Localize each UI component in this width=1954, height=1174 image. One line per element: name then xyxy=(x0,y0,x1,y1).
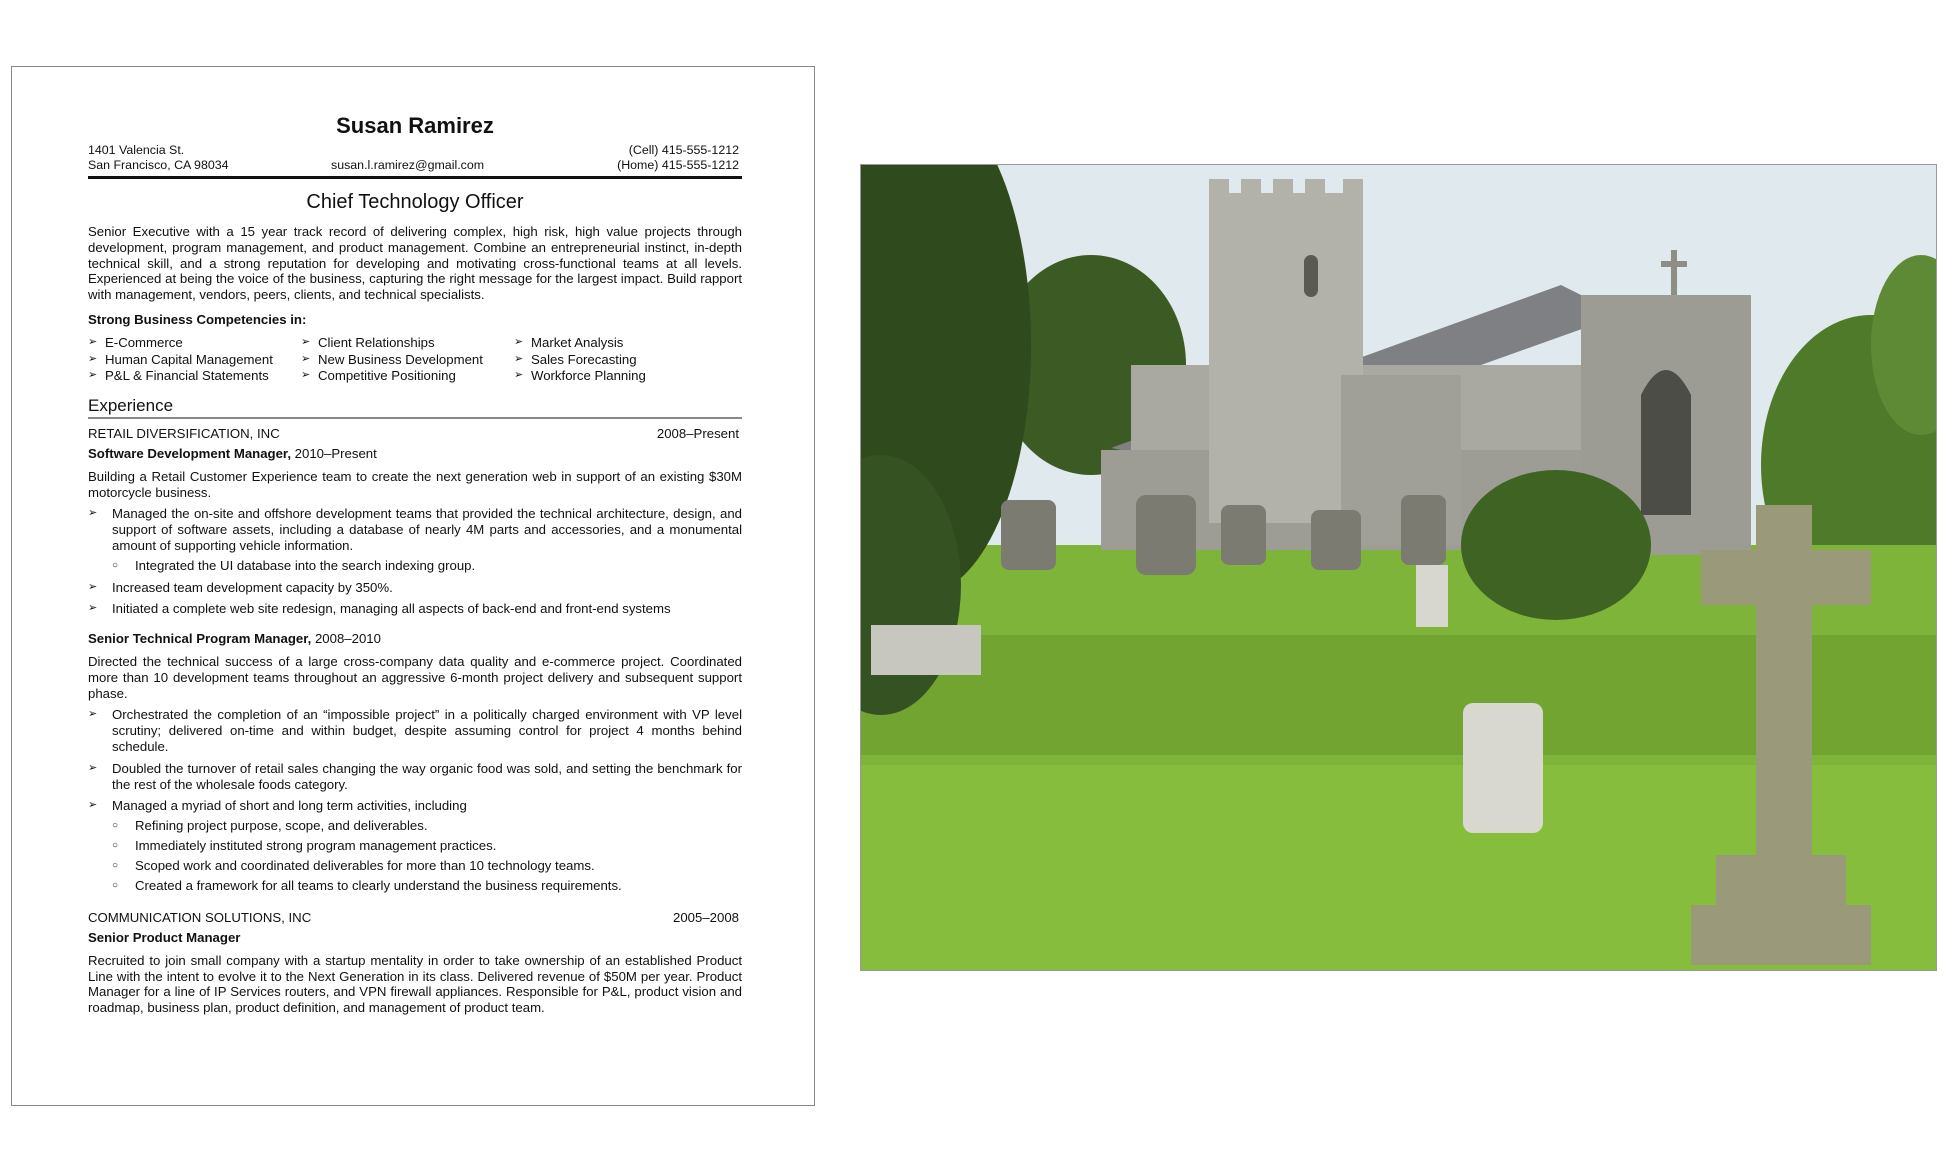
bullet-text: Managed the on-site and offshore development teams that provided the technical architecture, design, and support of software assets, including a database of nearly 4M parts and accessories, and a monumental amount of supporting vehicle information. xyxy=(112,506,742,553)
phone-cell: (Cell) 415-555-1212 xyxy=(628,143,739,157)
arrow-bullet-icon: ➢ xyxy=(301,369,311,382)
competency-item xyxy=(88,335,301,351)
arrow-bullet-icon: ➢ xyxy=(88,580,98,593)
sub-bullet-item xyxy=(88,878,742,894)
employer-name: RETAIL DIVERSIFICATION, INC xyxy=(88,426,280,442)
competency-label: P&L & Financial Statements xyxy=(105,368,269,384)
bullet-item xyxy=(88,798,742,814)
address-line-1: 1401 Valencia St. xyxy=(88,143,185,157)
sub-bullet-item xyxy=(88,838,742,854)
church-photo xyxy=(860,164,1937,971)
role-title-row xyxy=(88,930,742,946)
address xyxy=(88,143,229,173)
role-years: 2008–2010 xyxy=(311,631,381,647)
circle-bullet-icon: ○ xyxy=(112,559,119,571)
bullet-item xyxy=(88,506,742,553)
gothic-window xyxy=(1641,370,1691,515)
bullet-item xyxy=(88,761,742,793)
sub-bullet-item xyxy=(88,858,742,874)
tower-window xyxy=(1304,255,1318,297)
bullet-item xyxy=(88,601,742,617)
competencies-heading: Strong Business Competencies in: xyxy=(88,311,307,327)
competency-item xyxy=(301,335,514,351)
circle-bullet-icon: ○ xyxy=(112,839,119,851)
competency-label: Competitive Positioning xyxy=(318,368,456,384)
bullet-text: Initiated a complete web site redesign, managing all aspects of back-end and front-end systems xyxy=(112,601,671,617)
contact-block xyxy=(88,143,742,175)
bullet-item xyxy=(88,707,742,754)
circle-bullet-icon: ○ xyxy=(112,859,119,871)
competency-label: Client Relationships xyxy=(318,334,435,350)
arrow-bullet-icon: ➢ xyxy=(514,335,524,348)
phones xyxy=(617,143,739,173)
arrow-bullet-icon: ➢ xyxy=(88,507,98,520)
arrow-bullet-icon: ➢ xyxy=(514,369,524,382)
arrow-bullet-icon: ➢ xyxy=(88,352,98,365)
arrow-bullet-icon: ➢ xyxy=(88,369,98,382)
role-title-row xyxy=(88,446,742,462)
role-title-row xyxy=(88,631,742,647)
employment-dates: 2008–Present xyxy=(656,426,739,442)
resume-document xyxy=(11,66,815,1106)
bullet-item xyxy=(88,580,742,596)
role-title: Software Development Manager, xyxy=(88,445,291,461)
competency-item xyxy=(301,352,514,368)
experience-heading: Experience xyxy=(88,396,742,419)
competency-item xyxy=(301,368,514,384)
competency-item xyxy=(88,352,301,368)
email: susan.l.ramirez@gmail.com xyxy=(331,158,485,172)
bullet-text: Immediately instituted strong program management practices. xyxy=(135,837,497,853)
competency-label: Sales Forecasting xyxy=(531,351,637,367)
header-divider xyxy=(88,176,742,179)
circle-bullet-icon: ○ xyxy=(112,820,119,832)
gable-cross xyxy=(1671,250,1677,295)
competencies-grid xyxy=(88,335,742,384)
arrow-bullet-icon: ➢ xyxy=(88,335,98,348)
competency-item xyxy=(88,368,301,384)
bullet-text: Managed a myriad of short and long term activities, including xyxy=(112,798,467,814)
bullet-text: Orchestrated the completion of an “impossible project” in a politically charged environment with VP level scrutiny; delivered on-time and within budget, despite assuming control for project 4 months behind schedule. xyxy=(112,707,742,754)
white-headstone xyxy=(1463,703,1543,833)
arrow-bullet-icon: ➢ xyxy=(88,761,98,774)
sub-bullet-item xyxy=(88,558,742,574)
circle-bullet-icon: ○ xyxy=(112,879,119,891)
role-description: Building a Retail Customer Experience team to create the next generation web in support of an existing $30M motorcycle business. xyxy=(88,468,742,500)
left-headstone xyxy=(871,625,981,675)
role-description: Recruited to join small company with a startup mentality in order to take ownership of an established Product Line with the intent to evolve it to the Next Generation in its class. Delivered revenue of $50M per year. Product Manager for a line of IP Services routers, and VPN firewall appliances. Responsible for P&L, product vision and roadmap, business plan, product definition, and management of product team. xyxy=(88,952,742,1016)
resume-name: Susan Ramirez xyxy=(336,113,494,138)
role-title: Senior Technical Program Manager, xyxy=(88,631,312,647)
bullet-text: Doubled the turnover of retail sales changing the way organic food was sold, and setting the benchmark for the rest of the wholesale foods category. xyxy=(112,760,742,792)
address-line-2: San Francisco, CA 98034 xyxy=(88,158,229,172)
competency-label: Human Capital Management xyxy=(105,351,273,367)
summary-paragraph: Senior Executive with a 15 year track record of delivering complex, high risk, high value projects through development, program management, and product management. Combine an entrepreneurial instinct, in-depth technical skill, and a strong reputation for developing and motivating cross-functional teams at all levels. Experienced at being the voice of the business, capturing the right message for the largest impact. Build rapport with management, vendors, peers, clients, and technical specialists. xyxy=(88,224,742,303)
bullet-text: Refining project purpose, scope, and deliverables. xyxy=(135,818,428,834)
arrow-bullet-icon: ➢ xyxy=(88,602,98,615)
competency-label: New Business Development xyxy=(318,351,483,367)
resume-content xyxy=(88,113,742,1016)
arrow-bullet-icon: ➢ xyxy=(301,352,311,365)
bullet-text: Scoped work and coordinated deliverables for more than 10 technology teams. xyxy=(135,857,595,873)
competency-item xyxy=(514,335,727,351)
sub-bullet-item xyxy=(88,818,742,834)
phone-home: (Home) 415-555-1212 xyxy=(617,158,739,172)
church-tower xyxy=(1209,193,1363,523)
arrow-bullet-icon: ➢ xyxy=(88,799,98,812)
arrow-bullet-icon: ➢ xyxy=(301,335,311,348)
arrow-bullet-icon: ➢ xyxy=(88,708,98,721)
competency-item xyxy=(514,352,727,368)
competency-label: E-Commerce xyxy=(105,334,183,350)
role-title: Senior Product Manager xyxy=(88,930,241,946)
objective-title: Chief Technology Officer xyxy=(306,191,524,213)
role-years: 2010–Present xyxy=(291,445,377,461)
arrow-bullet-icon: ➢ xyxy=(514,352,524,365)
bullet-text: Increased team development capacity by 350%. xyxy=(112,579,393,595)
competency-item xyxy=(514,368,727,384)
employer-row xyxy=(88,910,742,926)
employment-dates: 2005–2008 xyxy=(672,910,739,926)
bush xyxy=(1461,470,1651,620)
competency-label: Market Analysis xyxy=(531,334,624,350)
gable-cross-arm xyxy=(1661,261,1687,267)
role-description: Directed the technical success of a large cross-company data quality and e-commerce project. Coordinated more than 10 development teams throughout an aggressive 6-month project delivery and subsequent support phase. xyxy=(88,653,742,701)
bullet-text: Created a framework for all teams to clearly understand the business requirements. xyxy=(135,877,622,893)
competency-label: Workforce Planning xyxy=(531,368,646,384)
employer-row xyxy=(88,426,742,442)
church-graveyard-image xyxy=(861,165,1937,971)
bullet-text: Integrated the UI database into the search indexing group. xyxy=(135,557,476,573)
pale-headstone xyxy=(1416,565,1448,627)
employer-name: COMMUNICATION SOLUTIONS, INC xyxy=(88,910,312,926)
